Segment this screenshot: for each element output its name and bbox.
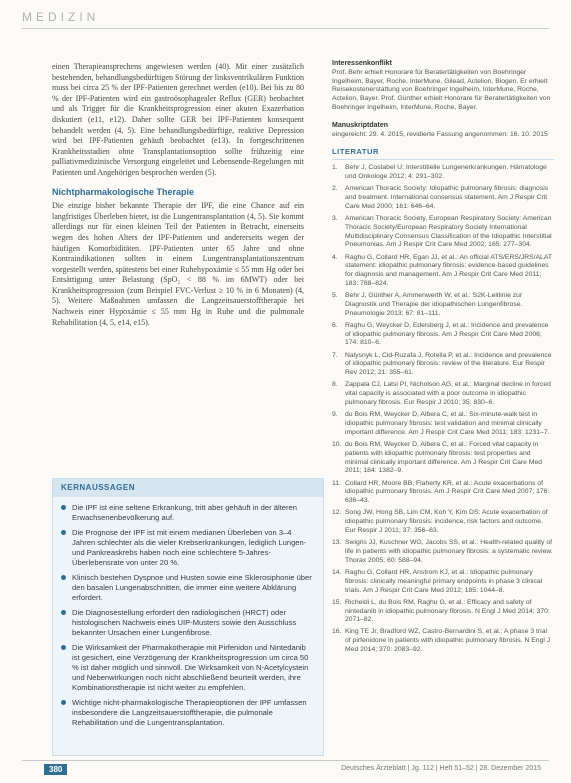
key-message-item bbox=[61, 573, 315, 603]
footer-rule bbox=[22, 760, 549, 761]
bullet-icon bbox=[61, 530, 66, 535]
manuscript-title: Manuskriptdaten bbox=[332, 121, 389, 129]
bullet-icon bbox=[61, 700, 66, 705]
reference-number: 2. bbox=[332, 185, 338, 193]
reference-text: Raghu G, Collard HR, Anstrom KJ, et al.: Idiopathic pulmonary fibrosis: clinically meaningful primary endpoints in phase 3 clinical trials. Am J Respir Crit Care Med 2012; 185: 1044–8. bbox=[345, 568, 543, 594]
reference-number: 11. bbox=[332, 479, 341, 487]
bullet-icon bbox=[61, 610, 66, 615]
main-text-column bbox=[52, 62, 304, 332]
reference-number: 15. bbox=[332, 598, 342, 606]
reference-item bbox=[332, 599, 554, 625]
reference-text: Nalysnyk L, Cid-Ruzafa J, Rotella P, et al.: Incidence and prevalence of idiopathic pulmonary fibrosis: review of the literature. Eur Respir Rev 2012; 21: 355–61. bbox=[345, 351, 552, 377]
reference-item bbox=[332, 509, 554, 535]
reference-text: American Thoracic Society: Idiopathic pulmonary fibrosis: diagnosis and treatment. International consensus statement. Am J Respir Crit Care Med 2000; 161: 646–64. bbox=[345, 185, 549, 210]
header-rule bbox=[22, 28, 549, 29]
key-message-item bbox=[61, 698, 315, 728]
key-message-item bbox=[61, 528, 315, 568]
section-heading: Nichtpharmakologische Therapie bbox=[52, 186, 195, 197]
reference-text: Raghu G, Collard HR, Egan JJ, et al.: An official ATS/ERS/JRS/ALAT statement: idiopathic pulmonary fibrosis: evidence-based guidelines for diagnosis and management. Am J Respir Crit Care Med 2011; 183: 788–824. bbox=[345, 253, 552, 287]
key-message-text: Wichtige nicht-pharmakologische Therapieoptionen der IPF umfassen insbesondere die Langzeitsauerstofftherapie, die pulmonale Rehabilitation und die Lungentransplantation. bbox=[72, 698, 307, 727]
reference-number: 13. bbox=[332, 539, 342, 547]
reference-number: 8. bbox=[332, 381, 338, 389]
reference-number: 3. bbox=[332, 214, 338, 222]
reference-item bbox=[332, 292, 554, 318]
literature-title: LITERATUR bbox=[332, 148, 554, 160]
reference-number: 4. bbox=[332, 253, 338, 261]
reference-text: Song JW, Hong SB, Lim CM, Koh Y, Kim DS: Acute exacerbation of idiopathic pulmonary fibrosis: incidence, risk factors and outcome. Eur Respir J 2011; 37: 356–63. bbox=[345, 509, 548, 534]
reference-number: 9. bbox=[332, 411, 338, 419]
reference-number: 12. bbox=[332, 509, 342, 517]
bullet-icon bbox=[61, 505, 66, 510]
key-message-text: Die Wirksamkeit der Pharmakotherapie mit Pirfenidon und Nintedanib ist gesichert, eine Verzögerung der Krankheitsprogression um circa 50 % ist daher möglich und sinnvoll. Die Wirksamkeit von N-Acetylcystein und Nebenwirkungen noch nicht abschließend beurteilt werden, ihre Kombinationstherapie ist nicht weiter zu empfehlen. bbox=[72, 643, 309, 692]
key-messages-list bbox=[61, 503, 315, 728]
interest-title: Interessenkonflikt bbox=[332, 60, 392, 67]
reference-text: du Bois RM, Weycker D, Albera C, et al.: Forced vital capacity in patients with idiopathic pulmonary fibrosis: test properties and minimal clinically important difference. Am J Respir Crit Care Med 2011; 184: 1382–9. bbox=[345, 441, 543, 475]
reference-item bbox=[332, 322, 554, 348]
key-message-text: Die IPF ist eine seltene Erkrankung, tritt aber gehäuft in der älteren Erwachsenenbevölkerung auf. bbox=[72, 503, 297, 522]
key-message-text: Klinisch bestehen Dyspnoe und Husten sowie eine Sklerosiphonie über den basalen Lungenabschnitten, die immer eine weitere Abklärung erfordert. bbox=[72, 573, 312, 602]
reference-text: Behr J, Costabel U: Interstitielle Lungenerkrankungen. Hämatologe und Onkologe 2012; 4: 291–302. bbox=[345, 164, 547, 180]
section-label: MEDIZIN bbox=[22, 10, 100, 24]
reference-list bbox=[332, 164, 554, 655]
reference-number: 16. bbox=[332, 628, 342, 636]
reference-item bbox=[332, 539, 554, 565]
key-message-item bbox=[61, 643, 315, 693]
key-message-text: Die Diagnosestellung erfordert den radiologischen (HRCT) oder histologischen Nachweis eines UIP-Musters sowie den Ausschluss bekannter Ursachen einer Lungenfibrose. bbox=[72, 608, 297, 637]
reference-item bbox=[332, 185, 554, 211]
key-message-item bbox=[61, 608, 315, 638]
reference-text: du Bois RM, Weycker D, Albera C, et al.: Six-minute-walk test in idiopathic pulmonary fibrosis: test validation and minimal clinically important difference. Am J Respir Crit Care Med 2011; 183: 1231–7. bbox=[345, 411, 550, 436]
reference-text: Behr J, Günther A, Ammenwerth W, et al.: S2K-Leitlinie zur Diagnostik und Therapie der idiopathischen Lungenfibrose. Pneumologie 2013; 67: 81–111. bbox=[345, 292, 523, 317]
reference-text: Raghu G, Weycker D, Edelsberg J, et al.: Incidence and prevalence of idiopathic pulmonary fibrosis. Am J Respir Crit Care Med 2006; 174: 810–6. bbox=[345, 321, 549, 347]
reference-item bbox=[332, 628, 554, 654]
reference-number: 10. bbox=[332, 441, 342, 448]
reference-item bbox=[332, 441, 554, 476]
reference-item bbox=[332, 215, 554, 250]
bullet-icon bbox=[61, 575, 66, 580]
reference-text: Richeldi L, du Bois RM, Raghu G, et al.: Efficacy and safety of nintedanib in idiopathic pulmonary fibrosis. N Engl J Med 2014; 370: 2071–82. bbox=[345, 598, 550, 624]
key-message-text: Die Prognose der IPF ist mit einem medianen Überleben von 3–4 Jahren schlechter als die vieler Krebserkrankungen, lediglich Lungen- und Pankreaskrebs haben noch eine schlechtere 5-Jahres-Überlebensrate von unter 20 %. bbox=[72, 528, 307, 567]
journal-citation: Deutsches Ärzteblatt | Jg. 112 | Heft 51–52 | 28. Dezember 2015 bbox=[341, 765, 541, 772]
reference-text: Swigris JJ, Kuschner WG, Jacobs SS, et al.: Health-related quality of life in patients with idiopathic pulmonary fibrosis: a systematic review. Thorax 2005; 60: 588–94. bbox=[345, 539, 553, 564]
interest-conflict-block bbox=[332, 60, 554, 113]
reference-number: 1. bbox=[332, 164, 338, 172]
reference-number: 5. bbox=[332, 292, 338, 300]
reference-item bbox=[332, 480, 554, 506]
reference-number: 6. bbox=[332, 321, 338, 329]
manuscript-text: eingereicht: 29. 4. 2015, revidierte Fassung angenommen: 16. 10. 2015 bbox=[332, 130, 548, 138]
key-message-item bbox=[61, 503, 315, 523]
reference-text: American Thoracic Society, European Respiratory Society: American Thoracic Society/European Respiratory Society International Multidisciplinary Consensus Classification of the Idiopathic Interstitial Pneumonias. Am J Respir Crit Care Med 2002; 165: 277–304. bbox=[345, 214, 552, 249]
reference-item bbox=[332, 254, 554, 289]
reference-item bbox=[332, 164, 554, 182]
reference-item bbox=[332, 352, 554, 378]
page-header bbox=[0, 0, 571, 42]
page-number: 380 bbox=[44, 764, 67, 775]
reference-text: King TE Jr, Bradford WZ, Castro-Bernardini S, et al.: A phase 3 trial of pirfenidone in patients with idiopathic pulmonary fibrosis. N Engl J Med 2014; 370: 2083–92. bbox=[345, 628, 551, 654]
reference-text: Zappala CJ, Latsi PI, Nicholson AG, et al.: Marginal decline in forced vital capacity is associated with a poor outcome in idiopathic pulmonary fibrosis. Eur Respir J 2010; 35: 830–6. bbox=[345, 381, 551, 407]
manuscript-block bbox=[332, 122, 554, 140]
sidebar-column bbox=[332, 60, 554, 658]
bullet-icon bbox=[61, 645, 66, 650]
reference-item bbox=[332, 411, 554, 437]
reference-number: 14. bbox=[332, 568, 342, 576]
reference-item bbox=[332, 569, 554, 595]
key-messages-title: KERNAUSSAGEN bbox=[53, 479, 323, 497]
body-paragraph: Die einzige bisher bekannte Therapie der IPF, die eine Chance auf ein langfristiges Überleben bietet, ist die Lungentransplantation (4, 5). Sie kommt allerdings nur für einen kleinen Teil der Patienten in Betracht, einerseits wegen des hohen Alters der IPF-Patienten und andererseits wegen der häufigen Komorbiditäten. IPF-Patienten unter 65 Jahre und ohne Kontraindikationen sollten in einem Lungentransplantationszentrum vorgestellt werden, spätestens bei einer Ruhehypoxämie ≤ 55 mm Hg oder bei Entsättigung unter Belastung (SpO₂ < 88 % im 6MWT) oder bei Krankheitsprogression (zum Beispiel FVC-Verlust ≥ 10 % in 6 Monaten) (4, 5). Weitere Maßnahmen umfassen die Langzeitsauerstofftherapie bei Nachweis einer Hypoxämie ≤ 55 mm Hg in Ruhe und die pulmonale Rehabilitation (4, 5, e14, e15). bbox=[52, 201, 304, 327]
body-paragraph: einen Therapieansprechens angewiesen werden (40). Mit einer zusätzlich bestehenden, behandlungsbedürftigen Störung der linksventrikulären Funktion muss bei circa 25 % der IPF-Patienten gerechnet werden (e10). Bei bis zu 80 % der IPF-Patienten wird ein gastroösophagealer Reflux (GER) beobachtet und als Trigger für die Krankheitsprogression einer akuten Exazerbation diskutiert (e11, e12). Daher sollte GER bei IPF-Patienten konsequent behandelt werden (4, 5). Eine behandlungsbedürftige, reaktive Depression wird bei IPF-Patienten gehäuft beobachtet (e13). In fortgeschrittenen Krankheitsstadien ohne Transplantationsoption sollte frühzeitig eine palliativmedizinische Versorgung eingeleitet und Lebensende-Regelungen mit Patienten und Angehörigen besprochen werden (5). bbox=[52, 62, 304, 177]
page-footer bbox=[0, 754, 571, 783]
reference-text: Collard HR, Moore BB, Flaherty KR, et al.: Acute exacerbations of idiopathic pulmonary fibrosis. Am J Respir Crit Care Med 2007; 176: 636–43. bbox=[345, 479, 550, 505]
reference-number: 7. bbox=[332, 351, 338, 359]
key-messages-box bbox=[52, 478, 324, 756]
reference-item bbox=[332, 381, 554, 407]
interest-text: Prof. Behr erhielt Honorare für Beratertätigkeiten von Boehringer Ingelheim, Bayer, Roche, InterMune, Gilead, Actelion, Biogen. Er erhielt Reisekostenerstattung von Boehringer Ingelheim, InterMune, Roche, Actelion, Bayer. Prof. Günther erhielt Honorare für Beratertätigkeiten von Boehringer Ingelheim, InterMune, Roche, Bayer. bbox=[332, 68, 551, 111]
